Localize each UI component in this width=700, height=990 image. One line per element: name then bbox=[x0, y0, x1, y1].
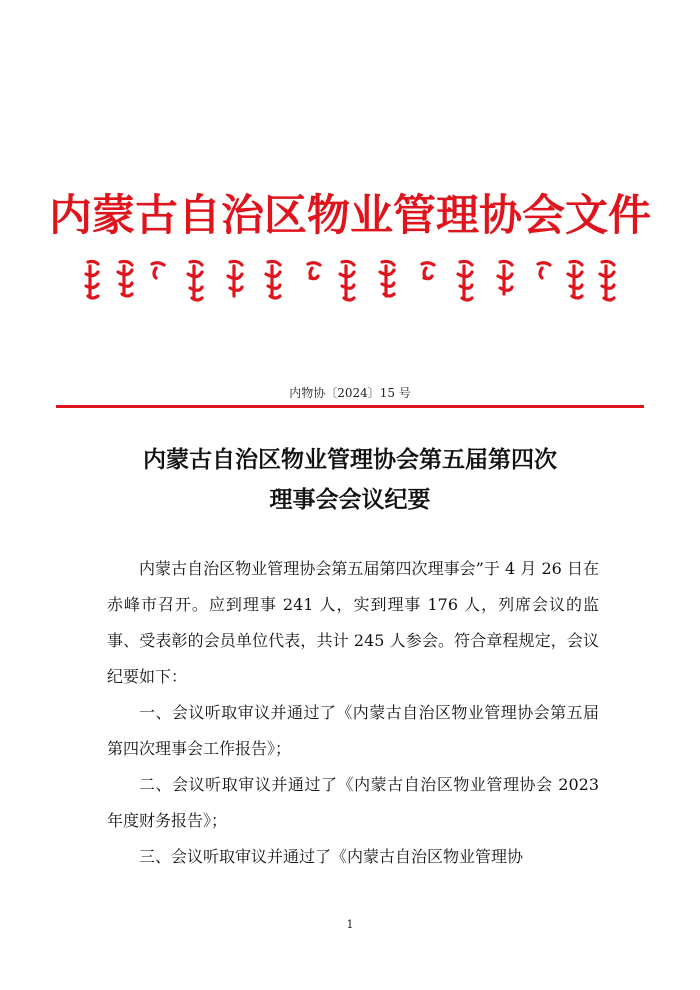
mongolian-script-header bbox=[80, 256, 620, 306]
document-title-line-1: 内蒙古自治区物业管理协会第五届第四次 bbox=[143, 447, 557, 473]
document-title bbox=[0, 440, 700, 520]
body-paragraph-3: 二、会议听取审议并通过了《内蒙古自治区物业管理协会 2023 年度财务报告》； bbox=[107, 775, 599, 830]
document-body bbox=[107, 551, 599, 875]
body-paragraph-4: 三、会议听取审议并通过了《内蒙古自治区物业管理协 bbox=[139, 847, 524, 866]
body-paragraph-2: 一、会议听取审议并通过了《内蒙古自治区物业管理协会第五届第四次理事会工作报告》； bbox=[107, 703, 599, 758]
document-header-title: 内蒙古自治区物业管理协会文件 bbox=[49, 191, 651, 241]
document-number: 内物协〔2024〕15 号 bbox=[289, 386, 411, 400]
body-paragraph-1: 内蒙古自治区物业管理协会第五届第四次理事会”于 4 月 26 日在赤峰市召开。应到理事 241 人，实到理事 176 人，列席会议的监事、受表彰的会员单位代表，共计 245 人参会。符合章程规定，会议纪要如下： bbox=[107, 559, 599, 686]
red-divider-line bbox=[56, 405, 644, 408]
document-title-line-2: 理事会会议纪要 bbox=[269, 487, 431, 513]
page-number: 1 bbox=[346, 918, 354, 931]
